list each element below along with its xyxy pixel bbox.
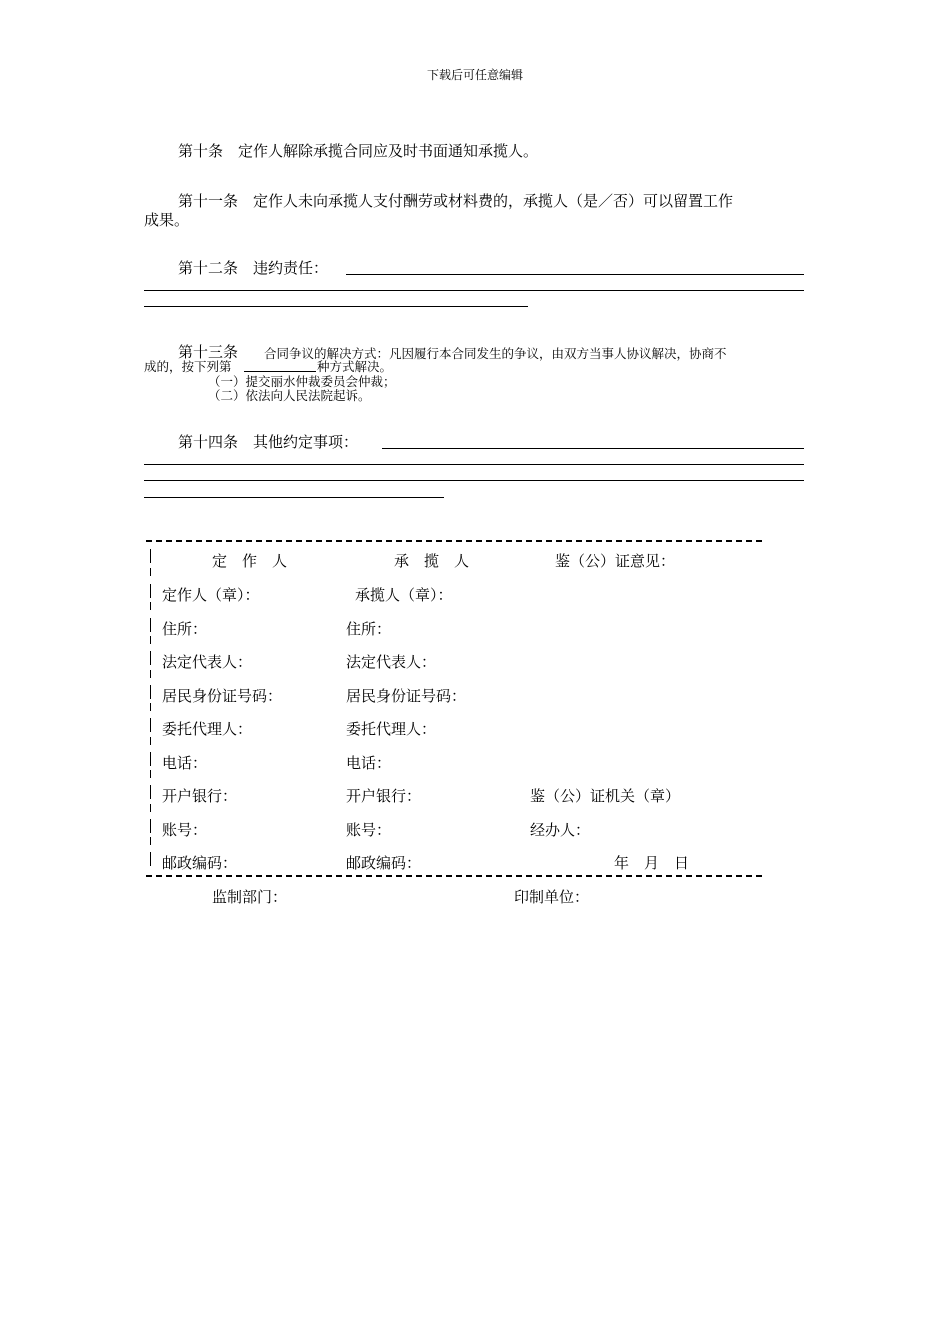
article-11-line1: 第十一条 定作人未向承揽人支付酬劳或材料费的，承揽人（是／否）可以留置工作 xyxy=(178,192,734,210)
article-12-blank-2 xyxy=(144,290,804,291)
article-14-label: 第十四条 其他约定事项： xyxy=(178,433,359,451)
article-13-option-2: （二）依法向人民法院起诉。 xyxy=(208,388,371,403)
table-left-border xyxy=(150,670,151,678)
article-12-label: 第十二条 违约责任： xyxy=(178,259,329,277)
col-header-contractor: 定 作 人 xyxy=(212,552,288,570)
article-13-line1: 合同争议的解决方式：凡因履行本合同发生的争议，由双方当事人协议解决，协商不 xyxy=(264,346,727,361)
article-13-line2a: 成的，按下列第 xyxy=(144,359,232,374)
table-left-border xyxy=(150,651,151,665)
table-left-border xyxy=(150,737,151,745)
row-postcode-contractor: 邮政编码： xyxy=(162,854,238,872)
table-left-border xyxy=(150,685,151,699)
row-postcode-undertaker: 邮政编码： xyxy=(346,854,422,872)
table-top-border xyxy=(146,540,762,542)
row-handler: 经办人： xyxy=(530,821,591,839)
footer-printer: 印制单位： xyxy=(514,888,590,906)
article-12-blank-3 xyxy=(144,306,528,307)
row-phone-undertaker: 电话： xyxy=(346,754,392,772)
page-header: 下载后可任意编辑 xyxy=(426,68,523,82)
row-notary-seal: 鉴（公）证机关（章） xyxy=(530,787,681,805)
row-agent-undertaker: 委托代理人： xyxy=(346,720,437,738)
article-14-blank-3 xyxy=(144,480,804,481)
article-11-line2: 成果。 xyxy=(144,211,190,229)
row-legal-rep-undertaker: 法定代表人： xyxy=(346,653,437,671)
row-address-undertaker: 住所： xyxy=(346,620,392,638)
table-bottom-border xyxy=(146,875,762,877)
row-bank-contractor: 开户银行： xyxy=(162,787,238,805)
row-legal-rep-contractor: 法定代表人： xyxy=(162,653,253,671)
article-10: 第十条 定作人解除承揽合同应及时书面通知承揽人。 xyxy=(178,142,539,160)
table-left-border xyxy=(150,819,151,833)
article-14-blank-2 xyxy=(144,464,804,465)
row-id-contractor: 居民身份证号码： xyxy=(162,687,283,705)
table-left-border xyxy=(150,770,151,778)
article-13-option-1: （一）提交丽水仲裁委员会仲裁； xyxy=(208,374,396,389)
article-14-blank-4 xyxy=(144,497,444,498)
row-bank-undertaker: 开户银行： xyxy=(346,787,422,805)
row-agent-contractor: 委托代理人： xyxy=(162,720,253,738)
footer-supervisor: 监制部门： xyxy=(212,888,288,906)
table-left-border xyxy=(150,703,151,711)
table-left-border xyxy=(150,584,151,598)
table-left-border xyxy=(150,785,151,799)
row-address-contractor: 住所： xyxy=(162,620,208,638)
row-account-contractor: 账号： xyxy=(162,821,208,839)
table-left-border xyxy=(150,804,151,812)
row-seal-contractor: 定作人（章）： xyxy=(162,586,260,604)
table-left-border xyxy=(150,549,151,563)
row-seal-undertaker: 承揽人（章）： xyxy=(355,586,453,604)
article-13-line2b: 种方式解决。 xyxy=(317,359,393,374)
row-id-undertaker: 居民身份证号码： xyxy=(346,687,467,705)
col-header-undertaker: 承 揽 人 xyxy=(394,552,470,570)
article-12-blank-1 xyxy=(346,274,804,275)
table-left-border xyxy=(150,718,151,732)
article-13-title: 第十三条 xyxy=(178,343,239,361)
table-left-border xyxy=(150,636,151,644)
table-left-border xyxy=(150,752,151,766)
article-14-blank-1 xyxy=(382,448,804,449)
table-left-border xyxy=(150,837,151,845)
table-left-border xyxy=(150,618,151,632)
row-phone-contractor: 电话： xyxy=(162,754,208,772)
table-left-border xyxy=(150,602,151,610)
row-date: 年 月 日 xyxy=(614,854,690,872)
table-left-border xyxy=(150,852,151,866)
table-left-border xyxy=(150,568,151,576)
row-account-undertaker: 账号： xyxy=(346,821,392,839)
col-header-notary: 鉴（公）证意见： xyxy=(555,552,676,570)
